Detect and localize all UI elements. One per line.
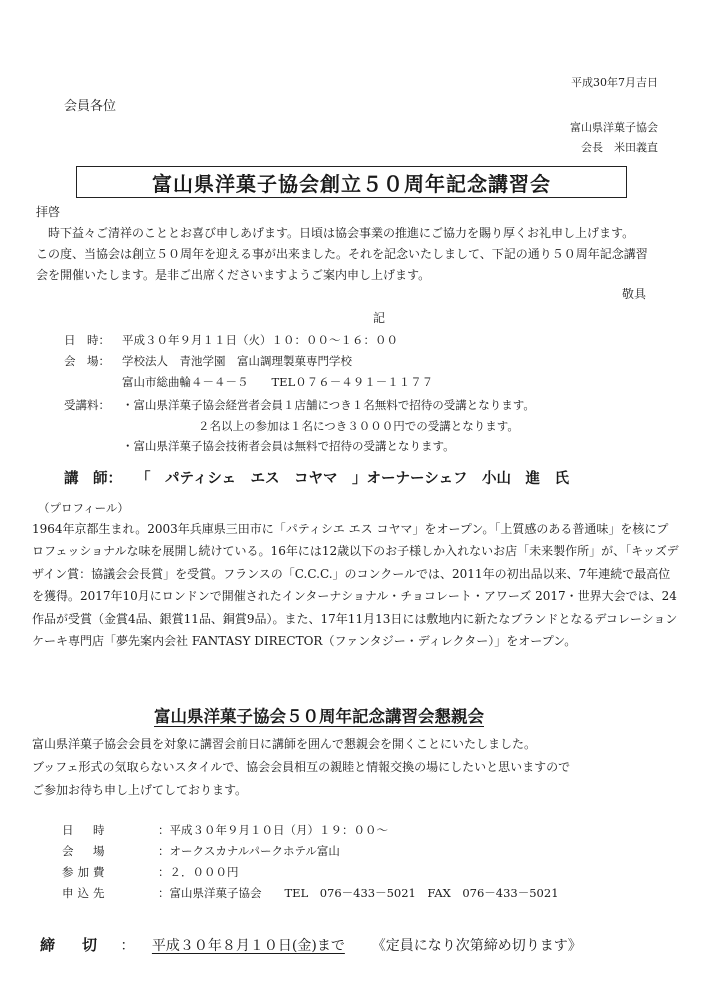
lecturer-label: 講 師： bbox=[64, 470, 122, 487]
event-fee-row bbox=[64, 397, 535, 413]
sender-name: 会長 米田義直 bbox=[581, 141, 658, 154]
deadline-note: 《定員になり次第締め切ります》 bbox=[371, 938, 582, 954]
event-venue-row bbox=[64, 353, 352, 369]
datetime-value: 平成３０年９月１１日（火）１０：００〜１６：００ bbox=[122, 333, 398, 347]
fee-line-2: ２名以上の参加は１名につき３０００円での受講となります。 bbox=[198, 419, 519, 433]
lecturer-row bbox=[64, 467, 569, 488]
recipients: 会員各位 bbox=[64, 99, 117, 114]
issue-date: 平成30年7月吉日 bbox=[571, 76, 658, 89]
greeting-closing: 敬具 bbox=[621, 287, 646, 301]
social-row-datetime: 日 時 ：平成３０年９月１０日（月）１９：００〜 bbox=[62, 823, 388, 837]
deadline-row bbox=[40, 934, 582, 955]
sender-org: 富山県洋菓子協会 bbox=[570, 121, 658, 134]
venue-value: 学校法人 青池学園 富山調理製菓専門学校 bbox=[122, 354, 352, 368]
datetime-label: 日 時： bbox=[64, 333, 110, 347]
social-line-2: ブッフェ形式の気取らないスタイルで、協会会員相互の親睦と情報交換の場にしたいと思いますので bbox=[32, 760, 571, 774]
social-row-contact: 申込先 ：富山県洋菓子協会 TEL 076－433－5021 FAX 076－433－5021 bbox=[62, 886, 559, 900]
social-line-3: ご参加お待ち申し上げてしております。 bbox=[32, 783, 248, 797]
ki-heading: 記 bbox=[373, 311, 386, 325]
event-datetime-row bbox=[64, 332, 398, 348]
fee-label: 受講料： bbox=[64, 398, 110, 412]
greeting-line-2: この度、当協会は創立５０周年を迎える事が出来ました。それを記念いたしまして、下記の通り５０周年記念講習 bbox=[36, 247, 648, 261]
greeting-line-1: 時下益々ご清祥のこととお喜び申しあげます。日頃は協会事業の推進にご協力を賜り厚くお礼申し上げます。 bbox=[48, 226, 635, 240]
greeting-line-3: 会を開催いたします。是非ご出席くださいますようご案内申し上げます。 bbox=[36, 268, 431, 282]
deadline-date: 平成３０年８月１０日(金)まで bbox=[151, 938, 345, 954]
document-title: 富山県洋菓子協会創立５０周年記念講習会 bbox=[76, 166, 627, 198]
greeting-opening: 拝啓 bbox=[36, 205, 61, 219]
deadline-colon: ： bbox=[120, 938, 135, 954]
venue-label: 会 場： bbox=[64, 354, 110, 368]
social-row-fee: 参加費 ：２．０００円 bbox=[62, 865, 239, 879]
fee-line-3: ・富山県洋菓子協会技術者会員は無料で招待の受講となります。 bbox=[122, 439, 455, 453]
profile-bio: 1964年京都生まれ。2003年兵庫県三田市に「パティシエ エス コヤマ」をオープン。「上質感のある普通味」を核にプロフェッショナルな味を展開し続けている。16年には12歳以下のお子様しか入れないお店「未来製作所」が、「キッズデザイン賞：協議会会長賞」を受賞。フランスの「C.C.C.」のコンクールでは、2011年の初出品以来、7年連続で最高位を獲得。2017年10月にロンドンで開催されたインターナショナル・チョコレート・アワーズ 2017・世界大会では、24作品が受賞（金賞4品、銀賞11品、銅賞9品）。また、17年11月13日には敷地内に新たなブランドとなるデコレーションケーキ専門店「夢先案内会社 FANTASY DIRECTOR（ファンタジー・ディレクター）」をオープン。 bbox=[32, 522, 679, 649]
profile-heading: （プロフィール） bbox=[38, 501, 129, 515]
lecturer-name: 「 パティシェ エス コヤマ 」オーナーシェフ 小山 進 氏 bbox=[136, 470, 569, 487]
fee-line-1: ・富山県洋菓子協会経営者会員１店舗につき１名無料で招待の受講となります。 bbox=[122, 398, 535, 412]
social-row-venue: 会 場 ：オークスカナルパークホテル富山 bbox=[62, 844, 340, 858]
social-title: 富山県洋菓子協会５０周年記念講習会懇親会 bbox=[154, 707, 484, 726]
event-address: 富山市総曲輪４－４－５ TEL０７６－４９１－１１７７ bbox=[122, 375, 434, 389]
deadline-label: 締 切 bbox=[40, 936, 104, 954]
social-line-1: 富山県洋菓子協会会員を対象に講習会前日に講師を囲んで懇親会を開くことにいたしました。 bbox=[32, 737, 537, 751]
